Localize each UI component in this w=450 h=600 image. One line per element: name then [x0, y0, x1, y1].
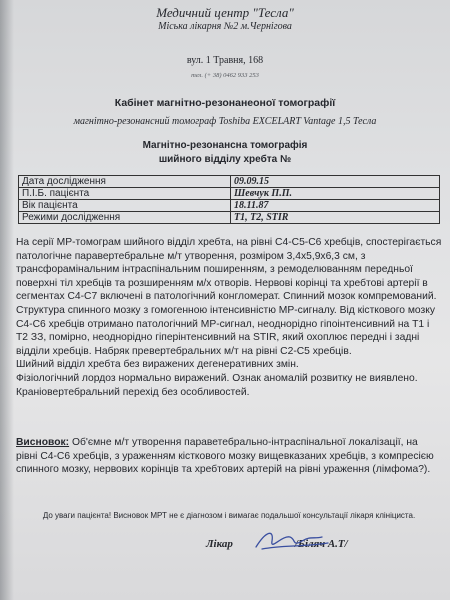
conclusion: [16, 436, 442, 477]
findings-paragraph: Фізіологічний лордоз нормально виражений. Ознак аномалій розвитку не виявлено.: [16, 372, 418, 384]
info-label: Режими дослідження: [19, 212, 231, 224]
table-row: [19, 212, 440, 224]
page-shadow: [0, 0, 14, 600]
info-label: Дата дослідження: [19, 176, 231, 188]
findings-paragraph: Краніовертебральний перехід без особливостей.: [16, 386, 250, 398]
findings: [16, 236, 442, 399]
info-value: T1, T2, STIR: [231, 212, 440, 224]
phone: тел. (+ 38) 0462 933 253: [191, 72, 259, 79]
hospital-name: Міська лікарня №2 м.Чернігова: [158, 21, 292, 32]
patient-info-table: [18, 175, 440, 224]
conclusion-text: Об'ємне м/т утворення параветебрально-інтраспінальної локалізації, на рівні С4-С6 хребців, з ураженням кісткового мозку вищевказаних хребців, з компресією спинного мозку, нервових корінців та хребтових артерій на рівні ураження (лімфома?).: [16, 437, 434, 476]
info-value: 09.09.15: [231, 176, 440, 188]
doctor-name: /Біляч А.Т/: [294, 538, 348, 550]
conclusion-label: Висновок:: [16, 437, 70, 448]
patient-note: До уваги пацієнта! Висновок МРТ не є діагнозом і вимагає подальшої консультації лікаря клініциста.: [42, 511, 416, 520]
info-label: П.І.Б. пацієнта: [19, 188, 231, 200]
info-value: Шевчук П.П.: [231, 188, 440, 200]
doctor-label: Лікар: [206, 538, 233, 550]
report-title: Магнітно-резонансна томографія: [142, 140, 308, 151]
table-row: [19, 188, 440, 200]
table-row: [19, 176, 440, 188]
address: вул. 1 Травня, 168: [186, 55, 264, 66]
cabinet-title: Кабінет магнітно-резонанеоної томографії: [114, 97, 336, 109]
findings-paragraph: На серії МР-томограм шийного відділ хребта, на рівні С4-С5-С6 хребців, спостерігається патологічне паравертебральне м/т утворення, розміром 3,4х5,9х6,3 см, з трансфорамінальним інтраспінальним поширенням, з ремоделюванням передньої поверхні тіл хребців та розширенням м/х отворів. Нервові корінці та хребтові артерії в сегментах С4-С7 включені в патологічний конгломерат. Спинний мозок компремований. Структура спинного мозку з гомогенною інтенсивністю МР-сигналу. Від кісткового мозку С4-С6 хребців отримано патологічний МР-сигнал, неоднорідно гіпоінтенсивний на Т1 і Т2 ЗЗ, помірно, неоднорідно гіперінтенсивний на STIR, який охоплює передні і задні відділи хребців. Набряк превертебральних м/т на рівні С2-С5 хребців.: [16, 237, 442, 357]
info-value: 18.11.87: [231, 200, 440, 212]
report-subtitle: шийного відділу хребта №: [158, 154, 292, 165]
center-name: Медичний центр "Тесла": [156, 5, 294, 20]
findings-paragraph: Шийний відділ хребта без виражених дегенеративних змін.: [16, 359, 299, 371]
scanner-model: магнітно-резонансний томограф Toshiba EXCELART Vantage 1,5 Тесла: [73, 116, 377, 127]
doctor-signature: [252, 525, 332, 555]
info-label: Вік пацієнта: [19, 200, 231, 212]
table-row: [19, 200, 440, 212]
